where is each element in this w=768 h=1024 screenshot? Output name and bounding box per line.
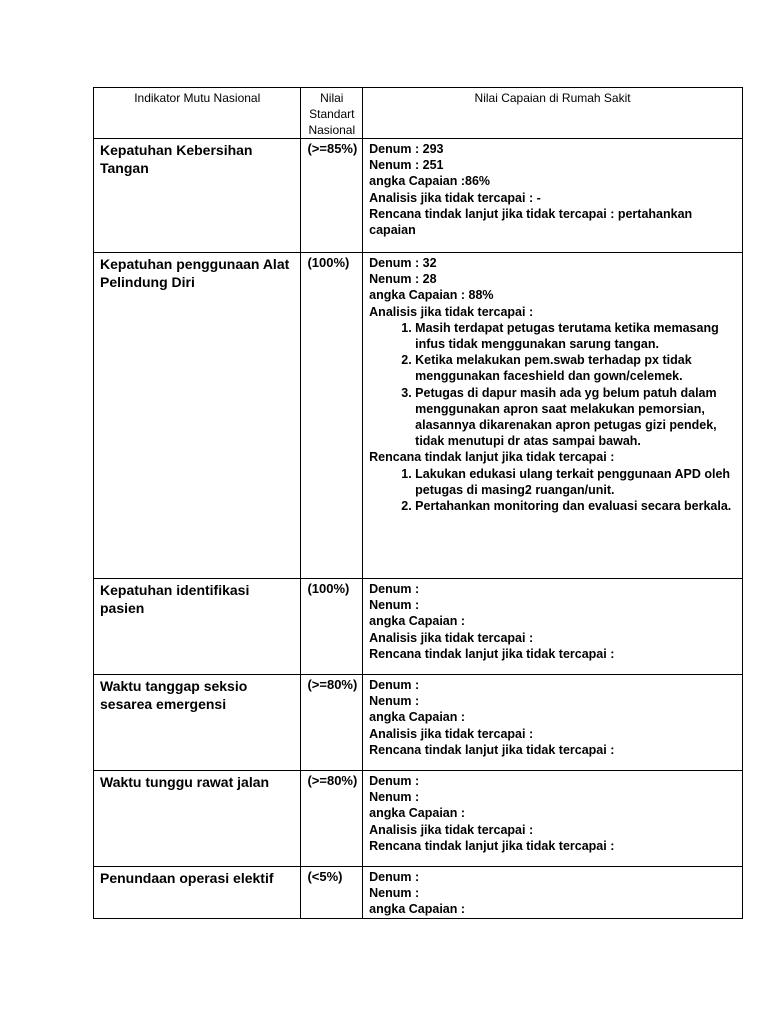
capaian-cell (363, 675, 743, 771)
standar-cell: (100%) (301, 253, 363, 579)
standar-cell: (>=80%) (301, 771, 363, 867)
table-header-row (94, 88, 743, 139)
nenum-text: Nenum : (369, 694, 420, 709)
angka-capaian-text: angka Capaian : (369, 902, 466, 917)
nenum-text: Nenum : (369, 886, 420, 901)
nenum-text: Nenum : (369, 790, 420, 805)
denum-text: Denum : 32 (369, 256, 437, 270)
table-row (94, 867, 743, 919)
rencana-text: Rencana tindak lanjut jika tidak tercapai : (369, 646, 615, 661)
list-item: 1. Masih terdapat petugas terutama ketika memasang infus tidak menggunakan sarung tangan. (415, 320, 736, 352)
analisis-text: Analisis jika tidak tercapai : - (369, 190, 541, 205)
standar-cell: (>=85%) (301, 139, 363, 253)
indikator-cell: Penundaan operasi elektif (94, 867, 301, 919)
angka-capaian-text: angka Capaian : 88% (369, 288, 494, 303)
denum-text: Denum : (369, 870, 420, 884)
capaian-cell (363, 253, 743, 579)
header-nilai-capaian: Nilai Capaian di Rumah Sakit (363, 88, 743, 139)
analisis-list (369, 320, 736, 450)
list-item: 3. Petugas di dapur masih ada yg belum patuh dalam menggunakan apron saat melakukan pemorsian, alasannya dikarenakan apron petugas gizi pendek, tidak menutupi dr atas sampai bawah. (415, 385, 736, 450)
table-row (94, 771, 743, 867)
analisis-text: Analisis jika tidak tercapai : (369, 822, 534, 837)
angka-capaian-text: angka Capaian :86% (369, 174, 491, 189)
list-item: 1. Lakukan edukasi ulang terkait penggunaan APD oleh petugas di masing2 ruangan/unit. (415, 466, 736, 498)
standar-cell: (<5%) (301, 867, 363, 919)
rencana-list (369, 466, 736, 515)
angka-capaian-text: angka Capaian : (369, 614, 466, 629)
denum-text: Denum : (369, 678, 420, 692)
indikator-cell: Kepatuhan Kebersihan Tangan (94, 139, 301, 253)
rencana-text: Rencana tindak lanjut jika tidak tercapai : (369, 742, 615, 757)
indikator-mutu-table (93, 87, 743, 919)
indikator-cell: Kepatuhan penggunaan Alat Pelindung Diri (94, 253, 301, 579)
nenum-text: Nenum : 251 (369, 158, 444, 173)
capaian-cell (363, 771, 743, 867)
table-row (94, 675, 743, 771)
angka-capaian-text: angka Capaian : (369, 806, 466, 821)
table-row (94, 253, 743, 579)
denum-text: Denum : (369, 582, 420, 596)
indikator-cell: Kepatuhan identifikasi pasien (94, 579, 301, 675)
table-row (94, 579, 743, 675)
header-nilai-standart: Nilai Standart Nasional (301, 88, 363, 139)
nenum-text: Nenum : (369, 598, 420, 613)
capaian-cell (363, 139, 743, 253)
capaian-cell (363, 579, 743, 675)
denum-text: Denum : 293 (369, 142, 444, 156)
denum-text: Denum : (369, 774, 420, 788)
header-indikator: Indikator Mutu Nasional (94, 88, 301, 139)
rencana-text: Rencana tindak lanjut jika tidak tercapai : (369, 838, 615, 853)
rencana-text: Rencana tindak lanjut jika tidak tercapai : (369, 450, 615, 465)
list-item: 2. Pertahankan monitoring dan evaluasi secara berkala. (415, 498, 736, 514)
table-row (94, 139, 743, 253)
analisis-text: Analisis jika tidak tercapai : (369, 726, 534, 741)
capaian-cell (363, 867, 743, 919)
analisis-text: Analisis jika tidak tercapai : (369, 304, 534, 319)
standar-cell: (100%) (301, 579, 363, 675)
analisis-text: Analisis jika tidak tercapai : (369, 630, 534, 645)
nenum-text: Nenum : 28 (369, 272, 437, 287)
indikator-cell: Waktu tunggu rawat jalan (94, 771, 301, 867)
list-item: 2. Ketika melakukan pem.swab terhadap px tidak menggunakan faceshield dan gown/celemek. (415, 352, 736, 384)
indikator-cell: Waktu tanggap seksio sesarea emergensi (94, 675, 301, 771)
rencana-text: Rencana tindak lanjut jika tidak tercapai : pertahankan capaian (369, 206, 693, 238)
standar-cell: (>=80%) (301, 675, 363, 771)
angka-capaian-text: angka Capaian : (369, 710, 466, 725)
